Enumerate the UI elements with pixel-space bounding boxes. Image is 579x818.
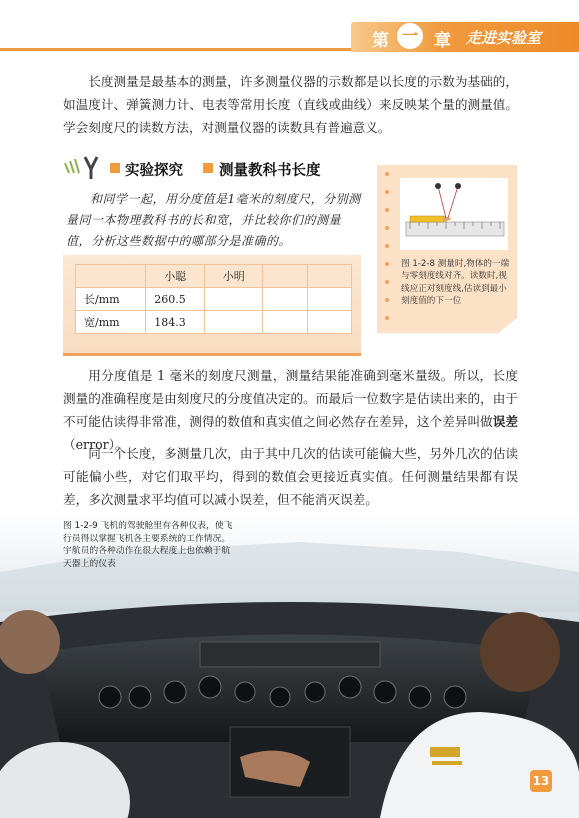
table-cell bbox=[263, 311, 307, 334]
activity-instructions: 和同学一起，用分度值是1毫米的刻度尺，分别测量同一本物理教科书的长和宽，并比较你们的测量值，分析这些数据中的哪部分是准确的。 bbox=[66, 192, 361, 248]
table-header-cell: 小聪 bbox=[146, 265, 205, 288]
bullet-square-icon bbox=[110, 163, 120, 173]
table-cell bbox=[263, 288, 307, 311]
table-header-cell: 小明 bbox=[205, 265, 263, 288]
chapter-header bbox=[0, 0, 579, 52]
section-label: 实验探究 bbox=[125, 163, 183, 179]
table-cell bbox=[205, 311, 263, 334]
table-cell: 长/mm bbox=[76, 288, 146, 311]
error-paragraph-text: 用分度值是 1 毫米的刻度尺测量，测量结果能准确到毫米量级。所以，长度测量的准确程度是由刻度尺的分度值决定的。而最后一位数字是估读出来的，由于不可能估读得非常准，测得的数值和真实值之间必然存在差异，这个差异叫做 bbox=[63, 368, 518, 429]
figure-1-2-9-caption: 图 1-2-9 飞机的驾驶舱里有各种仪表，使飞行员得以掌握飞机各主要系统的工作情况。宇航员的各种动作在很大程度上也依赖于航天器上的仪表 bbox=[63, 521, 233, 569]
measurement-table bbox=[75, 264, 352, 334]
table-header-cell bbox=[307, 265, 351, 288]
table-header-cell bbox=[76, 265, 146, 288]
intro-paragraph: 长度测量是最基本的测量，许多测量仪器的示数都是以长度的示数为基础的，如温度计、弹簧测力计、电表等常用长度（直线或曲线）来反映某个量的测量值。学会刻度尺的读数方法，对测量仪器的读数具有普遍意义。 bbox=[63, 74, 518, 135]
table-row bbox=[76, 311, 352, 334]
chapter-number-badge: 一 bbox=[397, 23, 423, 49]
error-paragraph-tail: （error）。 bbox=[63, 437, 128, 452]
averaging-paragraph: 同一个长度，多测量几次，由于其中几次的估读可能偏大些，另外几次的估读可能偏小些，对它们取平均，得到的数值会更接近真实值。任何测量结果都有误差，多次测量求平均值可以减小误差，但不能消灭误差。 bbox=[63, 446, 518, 507]
table-cell: 184.3 bbox=[146, 311, 205, 334]
sidebar-dots bbox=[385, 172, 391, 312]
header-rule bbox=[0, 48, 351, 51]
bullet-square-icon bbox=[203, 163, 213, 173]
term-error: 误差 bbox=[492, 414, 519, 429]
chapter-suffix: 章 bbox=[434, 31, 451, 51]
table-cell bbox=[307, 311, 351, 334]
table-cell bbox=[205, 288, 263, 311]
section-heading bbox=[63, 155, 363, 181]
table-panel-rule bbox=[63, 353, 361, 356]
chapter-prefix: 第 bbox=[372, 31, 389, 51]
table-cell: 宽/mm bbox=[76, 311, 146, 334]
table-row bbox=[76, 288, 352, 311]
table-header-cell bbox=[263, 265, 307, 288]
experiment-icon bbox=[63, 155, 109, 181]
figure-1-2-8-caption: 图 1-2-8 测量时,物体的一端与零刻度线对齐。读数时,视线应正对刻度线,估读到最小刻度值的下一位 bbox=[401, 259, 510, 307]
page-number: 13 bbox=[530, 770, 552, 792]
table-header-row bbox=[76, 265, 352, 288]
chapter-title: 走进实验室 bbox=[466, 29, 542, 47]
table-cell bbox=[307, 288, 351, 311]
ruler-reading-figure bbox=[400, 178, 508, 250]
section-title: 测量教科书长度 bbox=[219, 163, 321, 179]
table-cell: 260.5 bbox=[146, 288, 205, 311]
page-corner-fold bbox=[495, 318, 517, 336]
